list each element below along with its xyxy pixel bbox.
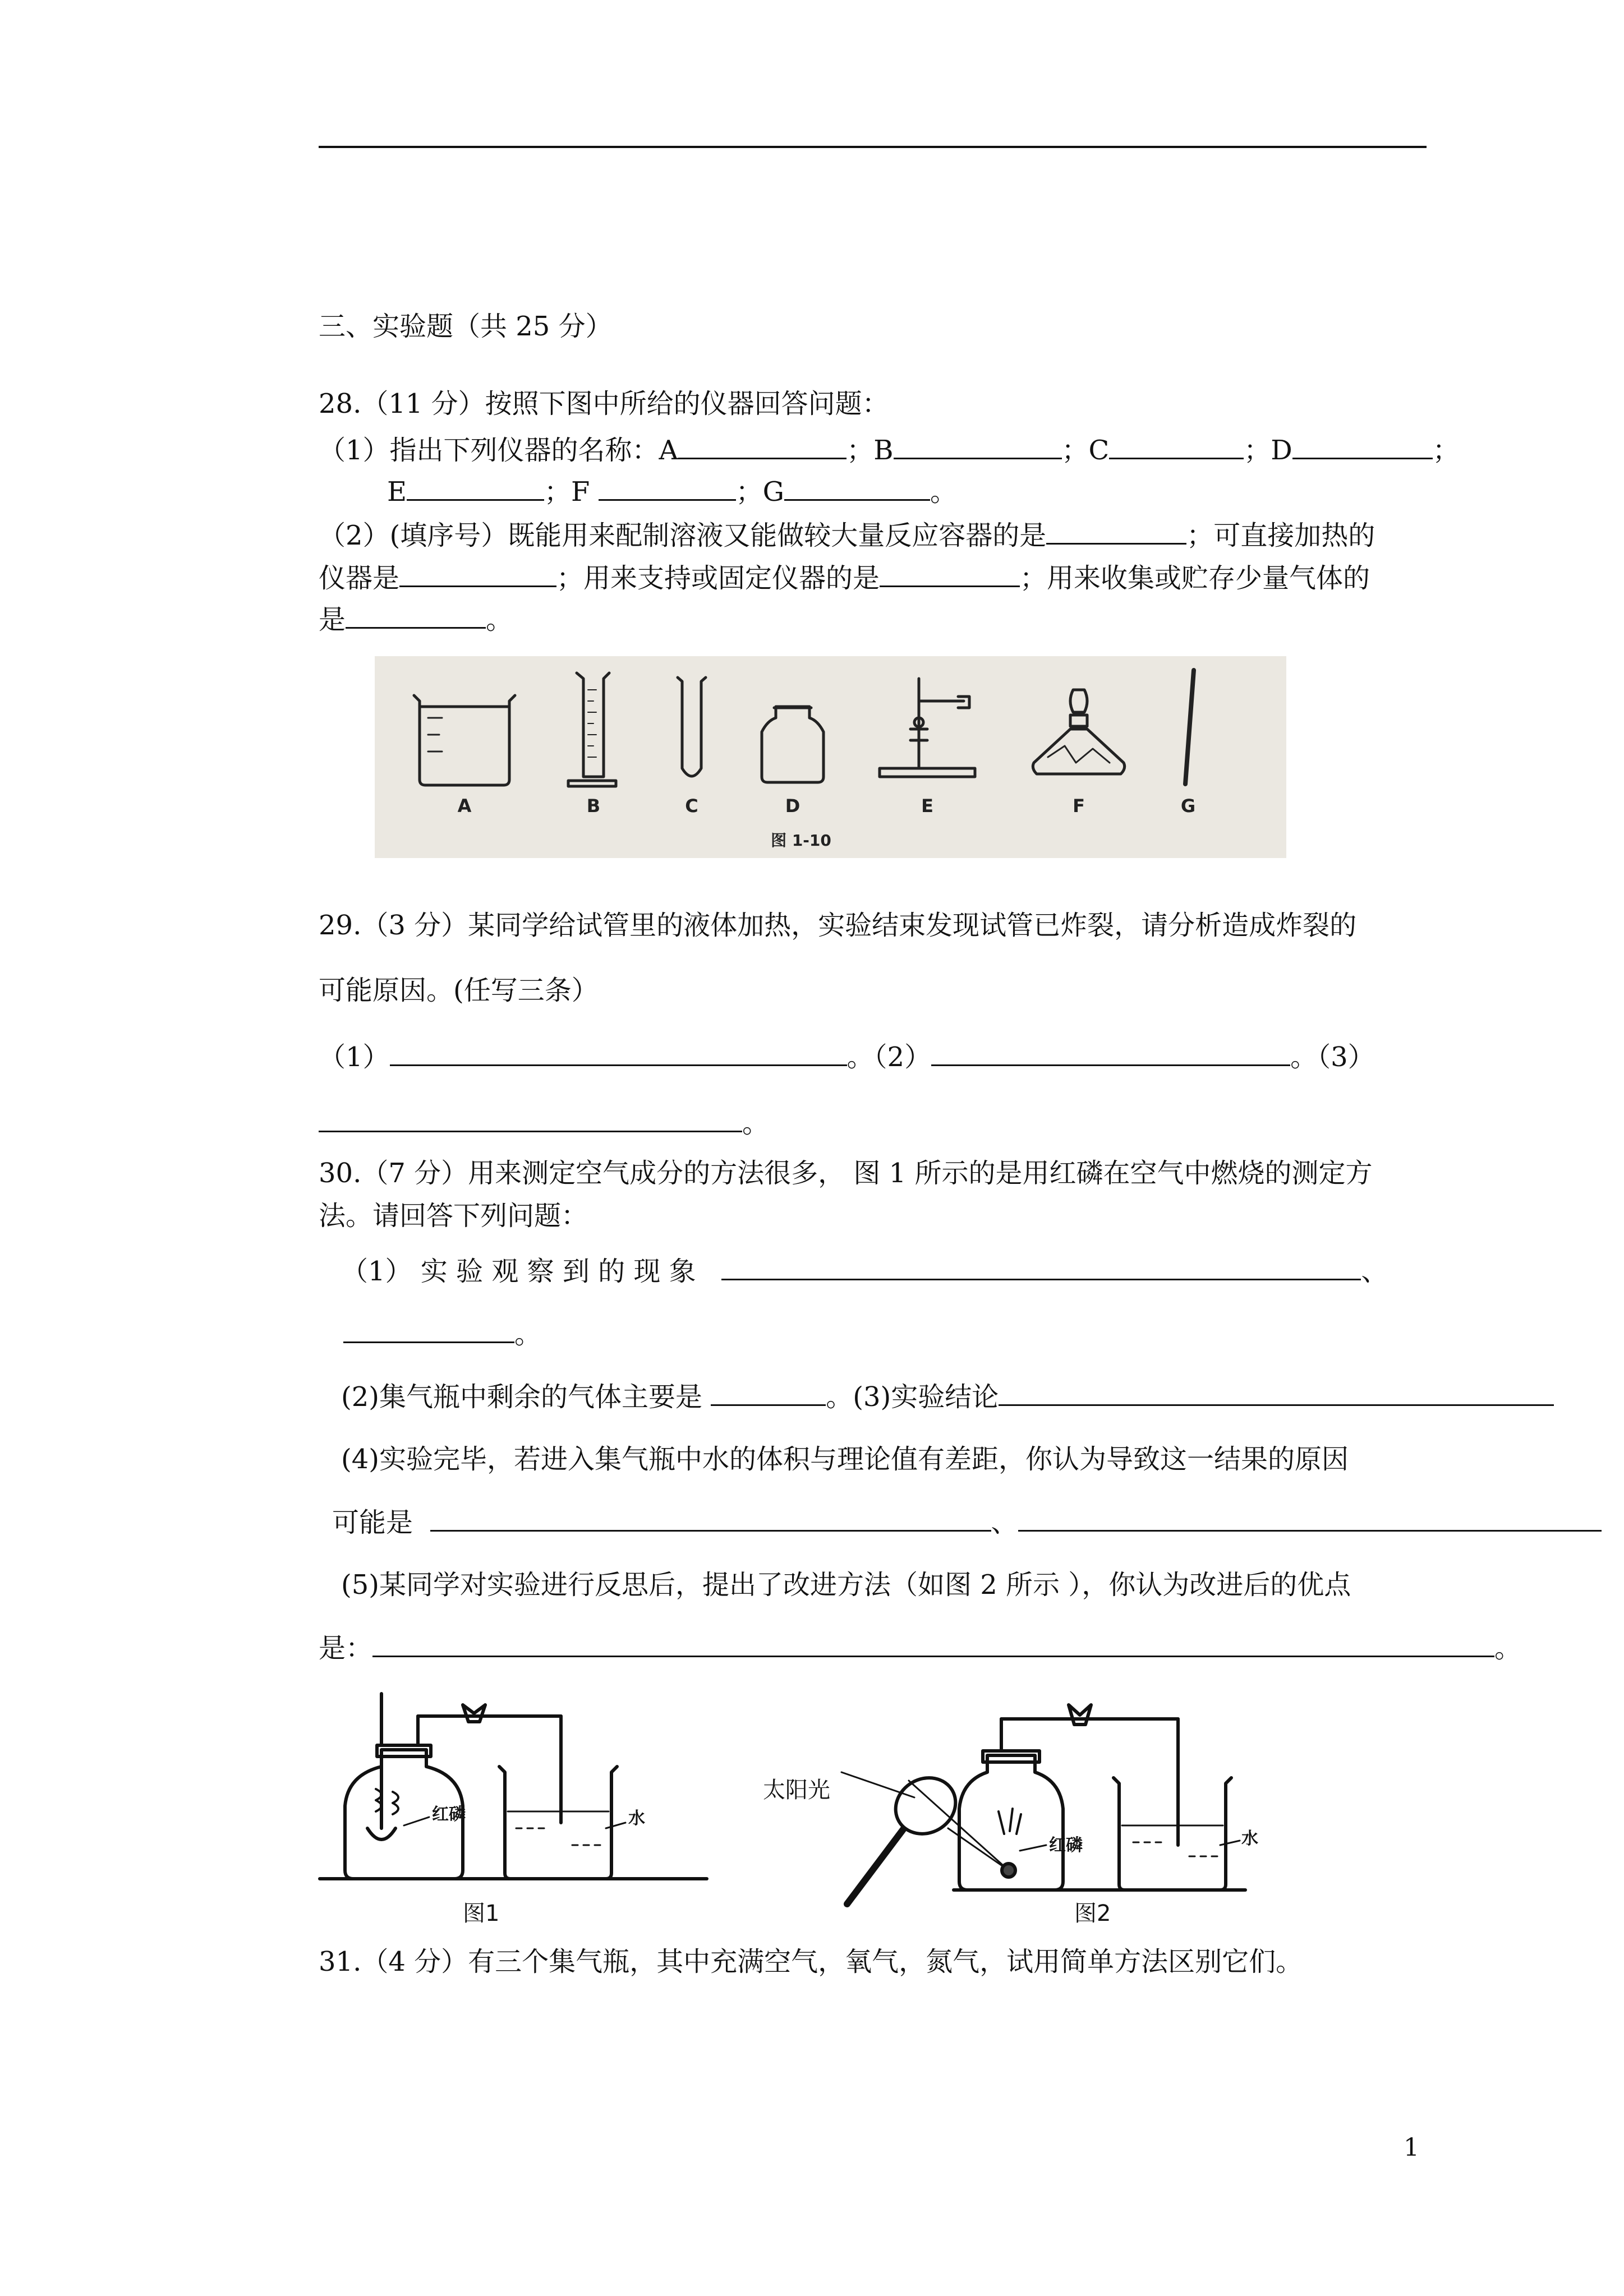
answer-blank-f[interactable] (599, 474, 736, 501)
iron-stand-icon (880, 679, 975, 777)
q28-part2-text: 是 (319, 604, 346, 635)
q30-part1-line2 (343, 1317, 541, 1351)
fig1-label-water: 水 (628, 1809, 645, 1828)
spring-clamp-icon (463, 1705, 485, 1722)
test-tube-icon (678, 677, 706, 776)
q30-part4-text: 可能是 (332, 1507, 413, 1538)
q29-answer3-line (319, 1106, 769, 1140)
q30-part2-text: (2)集气瓶中剩余的气体主要是 (341, 1381, 702, 1413)
spring-clamp-icon (1069, 1705, 1091, 1725)
q28-part2-line1 (319, 518, 1375, 552)
q30-part5-text: 是： (319, 1633, 373, 1664)
answer-blank-q29-3[interactable] (319, 1106, 742, 1132)
q29-stem-line1: 29.（3 分）某同学给试管里的液体加热，实验结束发现试管已炸裂，请分析造成炸裂的 (319, 910, 1357, 941)
fig2-label-sunlight: 太阳光 (763, 1777, 830, 1803)
answer-blank-support[interactable] (880, 561, 1020, 587)
instrument-label-d: D (785, 795, 801, 817)
q28-part2-text: ；可直接加热的 (1186, 520, 1375, 551)
q29-answers-line (319, 1040, 1375, 1074)
q28-punct: ； (1432, 435, 1460, 466)
answer-blank-b[interactable] (894, 433, 1062, 459)
q30-part5-line1: (5)某同学对实验进行反思后，提出了改进方法（如图 2 所示 ），你认为改进后的优点 (341, 1569, 1351, 1601)
answer-blank-q30-advantage[interactable] (372, 1631, 1494, 1657)
q30-sep: 、 (991, 1507, 1018, 1538)
q28-part2-text: 。 (486, 604, 513, 635)
q28-label-c: ；C (1061, 435, 1110, 466)
q29-label-3: 。（3） (1290, 1041, 1375, 1073)
q28-part2-text: 仪器是 (319, 563, 400, 594)
fig2-label-water: 水 (1241, 1829, 1258, 1848)
q28-part2-line3 (319, 602, 513, 637)
experiment-figure-1-drawing (314, 1682, 740, 1929)
answer-blank-a[interactable] (678, 433, 846, 459)
answer-blank-gas-storage[interactable] (346, 602, 486, 629)
header-rule (319, 146, 1427, 148)
instrument-label-e: E (921, 795, 933, 817)
answer-blank-q30-error-2[interactable] (1018, 1505, 1602, 1532)
q30-punct: 。 (514, 1318, 542, 1350)
q30-part3-text: 。(3)实验结论 (826, 1381, 999, 1413)
q28-part1-line2 (387, 474, 957, 509)
answer-blank-q30-conclusion[interactable] (999, 1380, 1554, 1406)
answer-blank-d[interactable] (1292, 433, 1433, 459)
q30-sep: 、 (1361, 1256, 1388, 1287)
fig2-caption: 图2 (1074, 1901, 1111, 1926)
gas-bottle-icon (762, 707, 823, 782)
answer-blank-g[interactable] (784, 474, 930, 501)
experiment-figure-1 (314, 1682, 740, 1929)
q28-part2-text: ；用来收集或贮存少量气体的 (1020, 563, 1370, 594)
answer-blank-q29-2[interactable] (931, 1040, 1290, 1066)
experiment-figure-2-drawing (740, 1682, 1279, 1929)
glass-rod-icon (1185, 670, 1194, 784)
q30-part1-text: （1） 实 验 观 察 到 的 现 象 (341, 1256, 696, 1287)
q28-part2-text: ；用来支持或固定仪器的是 (556, 563, 880, 594)
q28-label-e: E (387, 476, 407, 508)
fig1-label-phosphorus: 红磷 (432, 1805, 466, 1824)
water-beaker-icon (1114, 1778, 1231, 1890)
q28-part2-text: （2）(填序号）既能用来配制溶液又能做较大量反应容器的是 (319, 520, 1047, 551)
answer-blank-solution-container[interactable] (1046, 518, 1186, 545)
answer-blank-q30-error-1[interactable] (430, 1505, 991, 1532)
q28-part1-intro: （1）指出下列仪器的名称：A (319, 435, 679, 466)
q30-part2-3-line (341, 1380, 1554, 1414)
answer-blank-q30-phenomenon-2[interactable] (343, 1317, 514, 1343)
q29-punct: 。 (742, 1108, 770, 1139)
page-number: 1 (1404, 2133, 1419, 2162)
instrument-label-f: F (1073, 795, 1085, 817)
instrument-figure-drawing (375, 656, 1286, 858)
q28-stem: 28.（11 分）按照下图中所给的仪器回答问题： (319, 388, 889, 419)
fig2-label-phosphorus: 红磷 (1049, 1836, 1083, 1855)
instrument-label-a: A (457, 795, 472, 817)
answer-blank-q30-remaining-gas[interactable] (711, 1380, 826, 1406)
instrument-label-c: C (685, 795, 698, 817)
q28-label-b: ；B (846, 435, 894, 466)
q29-label-1: （1） (319, 1041, 390, 1073)
instrument-figure (375, 656, 1286, 858)
experiment-figure-2 (740, 1682, 1279, 1929)
instrument-figure-caption: 图 1-10 (771, 831, 831, 850)
q30-part5-line2 (319, 1631, 1521, 1665)
q30-stem-line1: 30.（7 分）用来测定空气成分的方法很多， 图 1 所示的是用红磷在空气中燃烧的测定方 (319, 1158, 1373, 1189)
q29-stem-line2: 可能原因。(任写三条） (319, 975, 599, 1006)
instrument-label-g: G (1180, 795, 1196, 817)
section-title: 三、实验题（共 25 分） (319, 311, 613, 342)
fig1-caption: 图1 (463, 1901, 500, 1926)
graduated-cylinder-icon (568, 673, 616, 786)
beaker-icon (414, 695, 515, 785)
q28-label-g: ；G (735, 476, 784, 508)
q28-part2-line2 (319, 561, 1370, 595)
q30-punct: 。 (1494, 1633, 1522, 1664)
q28-part1-line1 (319, 433, 1460, 467)
q28-label-f: ；F (544, 476, 590, 508)
answer-blank-direct-heat[interactable] (399, 561, 556, 587)
q28-label-d: ；D (1244, 435, 1292, 466)
q31-stem: 31.（4 分）有三个集气瓶，其中充满空气，氧气，氮气，试用简单方法区别它们。 (319, 1946, 1303, 1977)
answer-blank-e[interactable] (407, 474, 544, 501)
answer-blank-q30-phenomenon-1[interactable] (721, 1254, 1361, 1280)
water-beaker-icon (499, 1767, 617, 1879)
q30-part4-line2 (332, 1505, 1602, 1539)
q30-part1-line1 (341, 1254, 1388, 1288)
answer-blank-q29-1[interactable] (390, 1040, 847, 1066)
q30-stem-line2: 法。请回答下列问题： (319, 1200, 588, 1232)
instrument-label-b: B (586, 795, 601, 817)
q29-label-2: 。（2） (846, 1041, 932, 1073)
answer-blank-c[interactable] (1109, 433, 1244, 459)
alcohol-lamp-icon (1033, 690, 1124, 774)
q30-part4-line1: (4)实验完毕，若进入集气瓶中水的体积与理论值有差距，你认为导致这一结果的原因 (341, 1444, 1349, 1475)
q28-punct: 。 (930, 476, 957, 508)
